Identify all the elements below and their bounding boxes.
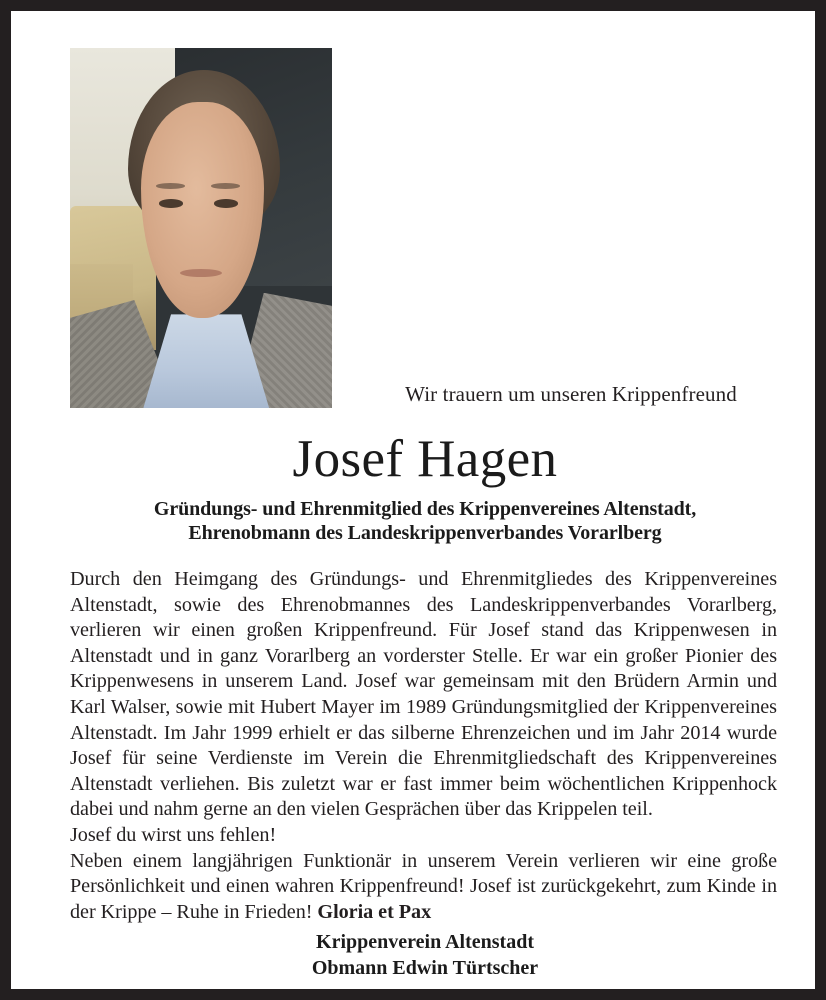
photo-eye-left xyxy=(159,199,183,208)
portrait-photo xyxy=(70,48,332,408)
photo-shirt-collar xyxy=(143,314,269,408)
role-line-2: Ehrenobmann des Landeskrippenverbandes Vorarlberg xyxy=(188,522,662,545)
signature-block xyxy=(60,930,790,981)
photo-eyebrow-right xyxy=(211,183,240,189)
body-paragraph-2: Josef du wirst uns fehlen! xyxy=(70,823,277,846)
obituary-body xyxy=(70,567,777,925)
body-paragraph-3 xyxy=(70,849,777,926)
body-paragraph-3-emphasis: Gloria et Pax xyxy=(317,900,432,923)
deceased-roles xyxy=(60,497,790,546)
photo-eye-right xyxy=(214,199,238,208)
signature-person: Obmann Edwin Türtscher xyxy=(311,956,539,979)
notice-inner xyxy=(11,11,815,989)
signature-organisation: Krippenverein Altenstadt xyxy=(316,931,534,953)
role-line-1: Gründungs- und Ehrenmitglied des Krippenvereines Altenstadt, xyxy=(153,498,697,520)
photo-face xyxy=(141,102,264,318)
body-paragraph-1: Durch den Heimgang des Gründungs- und Ehrenmitgliedes des Krippenvereines Altenstadt, sowie des Ehrenobmannes des Landeskrippenverbandes Vorarlberg, verlieren wir einen großen Krippenfreund. Für Josef stand das Krippenwesen in Altenstadt und in ganz Vorarlberg an vorderster Stelle. Er war ein großer Pionier des Krippenwesens in unserem Land. Josef war gemeinsam mit den Brüdern Armin und Karl Walser, sowie mit Hubert Mayer im 1989 Gründungsmitglied der Krippenvereines Altenstadt. Im Jahr 1999 erhielt er das silberne Ehrenzeichen und im Jahr 2014 wurde Josef für seine Verdienste im Verein die Ehrenmitgliedschaft des Krippenvereines Altenstadt verliehen. Bis zuletzt war er fast immer beim wöchentlichen Krippenhock dabei und nahm gerne an den vielen Gesprächen über das Krippelen teil. xyxy=(70,568,777,821)
body-paragraph-3-text: Neben einem langjährigen Funktionär in unserem Verein verlieren wir eine große Persönlichkeit und einen wahren Krippenfreund! Josef ist zurückgekehrt, zum Kinde in der Krippe – Ruhe in Frieden! xyxy=(70,849,777,923)
mourning-lede: Wir trauern um unseren Krippenfreund xyxy=(405,382,737,406)
portrait-photo-image xyxy=(70,48,332,408)
photo-eyebrow-left xyxy=(156,183,185,189)
deceased-name: Josef Hagen xyxy=(292,430,558,488)
